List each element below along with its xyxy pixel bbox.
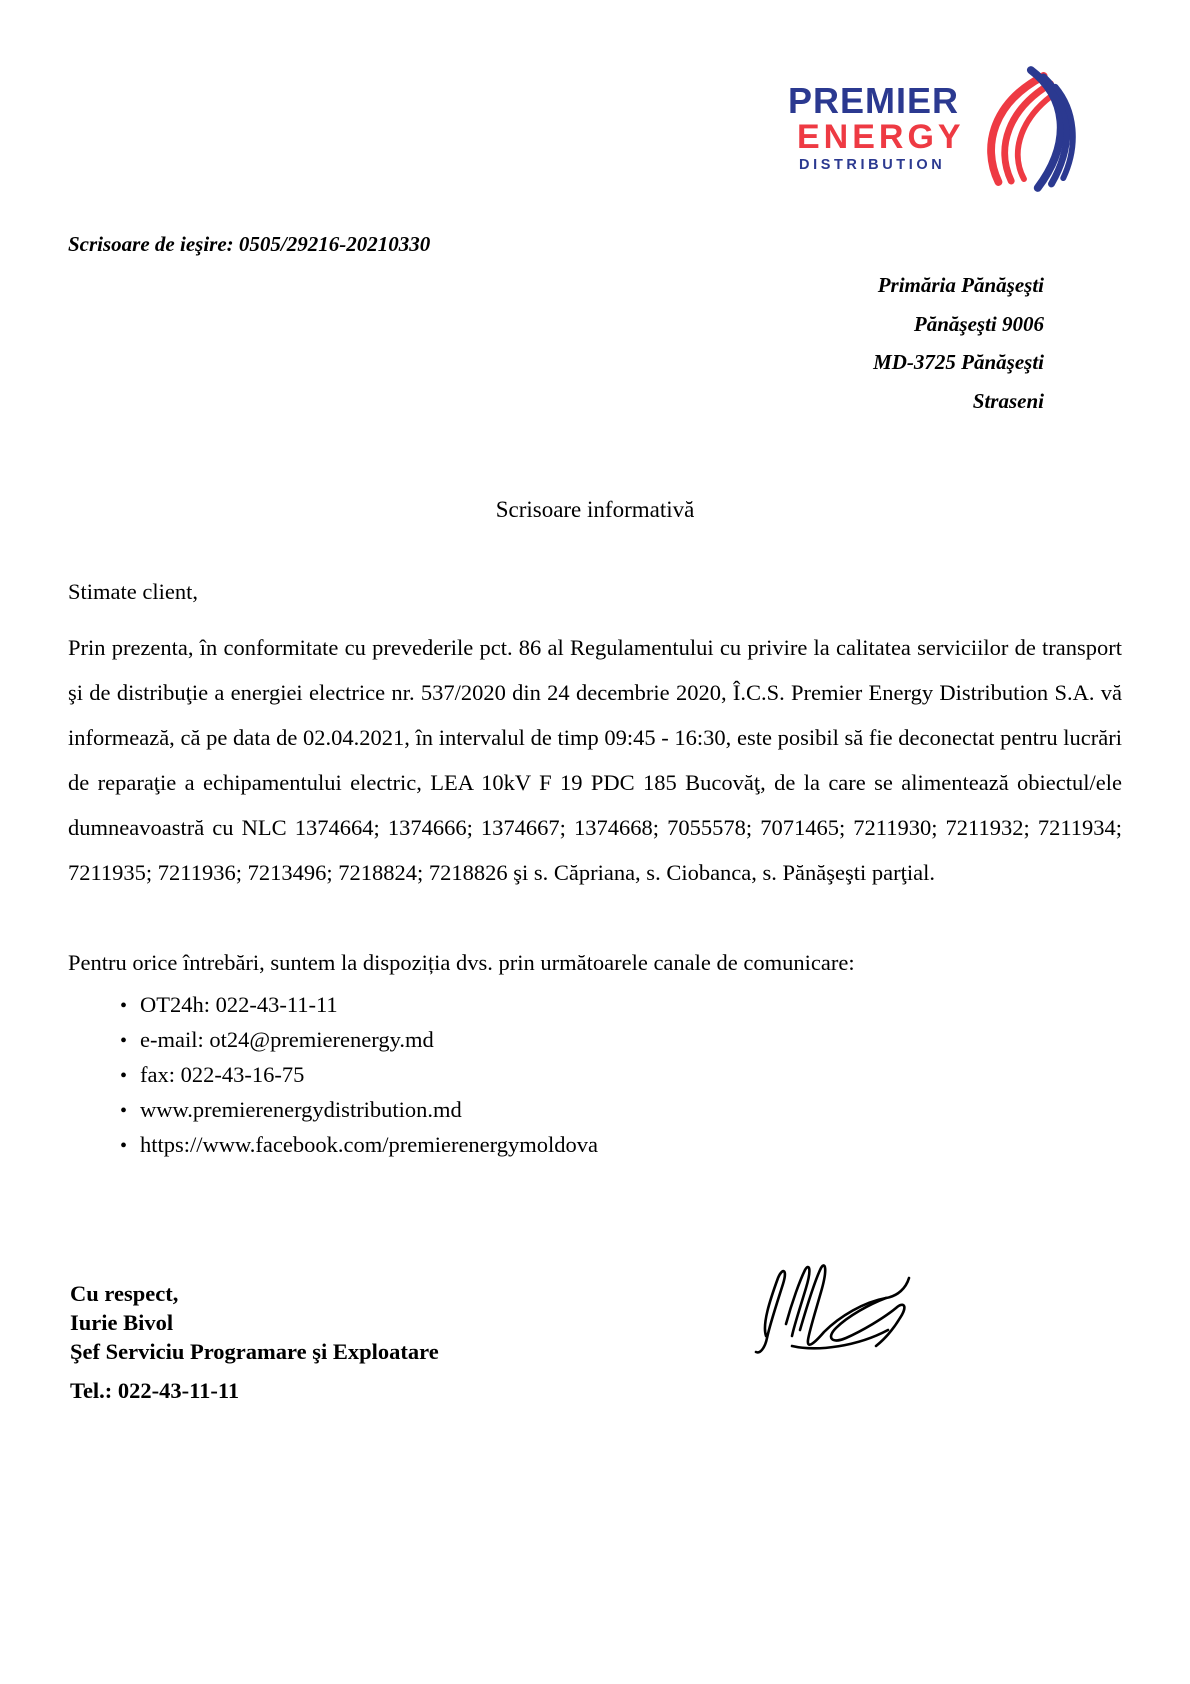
recipient-street: Pănăşeşti 9006: [913, 311, 1044, 336]
recipient-postal: MD-3725 Pănăşeşti: [873, 350, 1044, 374]
bullet-icon: [120, 1093, 140, 1128]
logo-swoosh-icon: [969, 64, 1077, 192]
channel-facebook: [120, 1128, 598, 1163]
channel-label: https://www.facebook.com/premierenergymoldova: [140, 1132, 598, 1157]
logo-energy-text: ENERGY: [797, 118, 965, 157]
salutation: Stimate client,: [68, 579, 198, 604]
bullet-icon: [120, 1023, 140, 1058]
outgoing-reference: Scrisoare de ieşire: 0505/29216-20210330: [68, 232, 431, 256]
contact-channel-list: [120, 988, 598, 1163]
logo-premier-text: PREMIER: [788, 80, 960, 122]
signature-block: [70, 1279, 439, 1366]
signer-title: Şef Serviciu Programare şi Exploatare: [70, 1339, 439, 1364]
handwritten-signature: [748, 1258, 918, 1362]
channels-intro: Pentru orice întrebări, suntem la dispoziția dvs. prin următoarele canale de comunicare:: [68, 950, 855, 975]
signer-name: Iurie Bivol: [70, 1310, 174, 1335]
recipient-address: [873, 266, 1044, 420]
channel-fax: [120, 1058, 598, 1093]
logo-distribution-text: DISTRIBUTION: [799, 156, 946, 173]
bullet-icon: [120, 988, 140, 1023]
letter-title: Scrisoare informativă: [495, 497, 695, 522]
channel-label: OT24h: 022-43-11-11: [140, 992, 338, 1017]
recipient-district: Straseni: [972, 388, 1044, 413]
channel-ot24h: [120, 988, 598, 1023]
recipient-name: Primăria Pănăşeşti: [877, 273, 1044, 297]
main-paragraph: Prin prezenta, în conformitate cu prevederile pct. 86 al Regulamentului cu privire la calitatea serviciilor de transport şi de distribuţie a energiei electrice nr. 537/2020 din 24 decembrie 2020, Î.C.S. Premier Energy Distribution S.A. vă informează, că pe data de 02.04.2021, în intervalul de timp 09:45 - 16:30, este posibil să fie deconectat pentru lucrări de reparaţie a echipamentului electric, LEA 10kV F 19 PDC 185 Bucovăţ, de la care se alimentează obiectul/ele dumneavoastră cu NLC 1374664; 1374666; 1374667; 1374668; 7055578; 7071465; 7211930; 7211932; 7211934; 7211935; 7211936; 7213496; 7218824; 7218826 şi s. Căpriana, s. Ciobanca, s. Pănăşeşti parţial.: [68, 635, 1122, 885]
closing: Cu respect,: [70, 1281, 179, 1306]
logo-wordmark: [788, 80, 965, 173]
bullet-icon: [120, 1128, 140, 1163]
channel-label: e-mail: ot24@premierenergy.md: [140, 1027, 434, 1052]
channel-website: [120, 1093, 598, 1128]
channel-label: fax: 022-43-16-75: [140, 1062, 305, 1087]
company-logo: [788, 64, 1077, 192]
channel-label: www.premierenergydistribution.md: [140, 1097, 462, 1122]
bullet-icon: [120, 1058, 140, 1093]
channel-email: [120, 1023, 598, 1058]
signer-phone: Tel.: 022-43-11-11: [70, 1378, 240, 1403]
